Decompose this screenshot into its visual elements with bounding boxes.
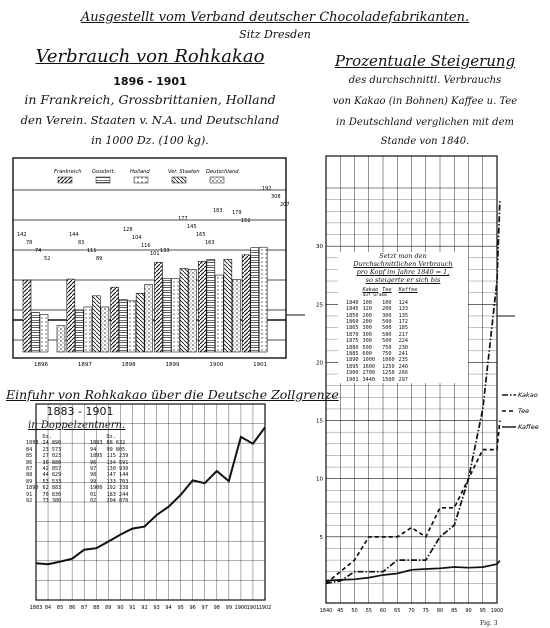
import-chart-tick-label: 92 [141, 605, 148, 611]
import-chart-years: 1883 - 1901 [46, 405, 114, 418]
table-cell: 73 380 [42, 498, 62, 505]
table-cell: 135 [398, 312, 408, 319]
percent-table-head-kakao: Kakao [362, 287, 379, 293]
table-cell: 580 [382, 331, 392, 338]
percent-chart-line2: des durchschnittl. Verbrauchs [348, 75, 502, 86]
import-chart-tick-label: 89 [105, 605, 112, 611]
import-chart-tick-label: 99 [225, 605, 233, 611]
import-chart-tick-label: 91 [129, 605, 136, 611]
bar-chart-countries-1: in Frankreich, Grossbrittanien, Holland [24, 92, 276, 107]
legend-label: Gossbrit. [92, 169, 116, 175]
table-cell: 99 [90, 478, 97, 485]
table-cell: 1883 [26, 440, 39, 447]
table-cell: 200 [362, 312, 372, 319]
bar-data-label: 207 [280, 202, 290, 208]
table-cell: 200 [362, 319, 372, 326]
import-chart-tick-label: 86 [68, 605, 76, 611]
table-cell: 86 [26, 459, 33, 466]
table-cell: 1850 [346, 312, 359, 319]
table-cell: 500 [382, 325, 392, 332]
table-cell: 94 [90, 446, 97, 453]
table-cell: 88 [26, 472, 33, 479]
table-cell: 147 144 [106, 472, 129, 479]
table-cell: 23 573 [42, 446, 62, 453]
table-cell: 1860 [346, 319, 359, 326]
bar-data-label: 152 [241, 218, 251, 224]
table-cell: 27 023 [42, 453, 62, 460]
bar-chart-tick-label: 1900 [209, 362, 224, 368]
bar-data-label: 89 [96, 256, 103, 262]
percent-chart-x-tick: 60 [379, 608, 387, 614]
percent-chart-y-tick: 30 [316, 244, 323, 251]
table-cell: 99 805 [106, 446, 126, 453]
table-cell: 192 338 [106, 485, 129, 492]
percent-chart-x-tick: 75 [422, 608, 429, 614]
table-cell: 88 632 [106, 440, 126, 447]
import-chart-tick-label: 87 [81, 605, 88, 611]
table-cell: 1000 [382, 357, 395, 364]
table-cell: 500 [362, 344, 372, 351]
table-cell: 1875 [346, 338, 359, 345]
legend-label: Frankreich [54, 169, 82, 175]
bar-data-label: 101 [150, 251, 160, 257]
import-table-head: Dz. [42, 434, 52, 440]
table-cell: 1890 [26, 485, 39, 492]
bar-chart-title: Verbrauch von Rohkakao [35, 46, 265, 67]
bar-data-label: 163 [205, 240, 215, 246]
percent-chart-legend [502, 391, 539, 431]
percent-table-head-tee: Tee [382, 287, 392, 293]
bar-chart-tick-label: 1898 [121, 362, 136, 368]
percent-chart-x-tick: 90 [465, 608, 472, 614]
import-table-head: Dz. [106, 434, 116, 440]
percent-chart-x-tick: 85 [451, 608, 458, 614]
legend-label: Ver. Staaten [168, 169, 200, 175]
table-cell: 44 829 [42, 472, 62, 479]
bar-data-label: 308 [271, 194, 281, 200]
table-cell: 98 [90, 472, 97, 479]
percent-chart-x-tick: 50 [351, 608, 358, 614]
table-cell: 1840 [346, 299, 359, 306]
table-cell: 100 [362, 299, 372, 306]
table-cell: 750 [382, 351, 392, 358]
bar-data-label: 133 [160, 248, 170, 254]
percent-chart-y-tick: 20 [316, 360, 323, 367]
import-chart-tick-label: 85 [56, 605, 64, 611]
bar-data-label: 177 [178, 216, 188, 222]
table-cell: 96 [90, 459, 97, 466]
table-cell: 91 [26, 491, 33, 498]
table-cell: 600 [362, 351, 372, 358]
table-cell: 92 [26, 498, 33, 505]
percent-note-box [338, 252, 468, 383]
bar-data-label: 142 [17, 232, 27, 238]
table-cell: 224 [398, 338, 408, 345]
table-cell: 266 [398, 370, 408, 377]
table-cell: 750 [382, 344, 392, 351]
table-cell: 300 [382, 312, 392, 319]
table-cell: 2700 [362, 370, 375, 377]
table-cell: 1865 [346, 325, 359, 332]
bar-data-label: 192 [262, 186, 272, 192]
table-cell: 130 930 [106, 466, 129, 473]
legend-label: Holland [130, 169, 150, 175]
table-cell: 02 [90, 498, 97, 505]
legend-label: Deutschland [206, 169, 239, 175]
table-cell: 217 [398, 331, 408, 338]
table-cell: 241 [398, 351, 408, 358]
table-cell: 297 [398, 376, 408, 383]
bar-data-label: 83 [78, 240, 85, 246]
bar-chart-countries-2: den Verein. Staaten v. N.A. und Deutschland [20, 113, 280, 127]
table-cell: 300 [362, 338, 372, 345]
table-cell: 235 [398, 357, 408, 364]
import-chart-tick-label: 84 [44, 605, 52, 611]
bar-data-label: 104 [132, 235, 142, 241]
table-cell: 1880 [346, 344, 359, 351]
table-cell: 300 [362, 331, 372, 338]
percent-note-4: so steigerte er sich bis [365, 276, 441, 284]
table-cell: 1845 [346, 306, 359, 313]
bar-chart-unit: in 1000 Dz. (100 kg). [91, 134, 209, 147]
percent-series-line [326, 561, 500, 581]
legend-label: Kaffee [518, 423, 539, 431]
import-chart-tick-label: 88 [93, 605, 100, 611]
bar-chart-tick-label: 1896 [34, 362, 48, 368]
table-cell: 3440 [362, 376, 375, 383]
percent-chart-line5: Stande von 1840. [380, 136, 470, 147]
percent-chart-x-tick: 80 [436, 608, 444, 614]
table-cell: 87 [26, 466, 33, 473]
percent-chart-y-tick: 15 [316, 418, 323, 425]
percent-note-1: Setzt man den [379, 252, 427, 260]
table-cell: 500 [382, 319, 392, 326]
table-cell: 133 [398, 306, 408, 313]
table-cell: 1890 [346, 357, 359, 364]
table-cell: 1900 [90, 485, 103, 492]
table-cell: 70 830 [42, 491, 62, 498]
percent-table-row [344, 377, 419, 383]
percent-chart-x-tick: 95 [479, 608, 486, 614]
table-cell: 62 883 [42, 485, 62, 492]
table-cell: 240 [398, 363, 408, 370]
table-cell: 1870 [346, 331, 359, 338]
table-cell: 100 [382, 299, 392, 306]
percent-table-subhead: auf Gramm [362, 293, 387, 299]
import-chart-tick-label: 1902 [258, 605, 272, 611]
bar-chart-years: 1896 - 1901 [113, 75, 187, 88]
table-cell: 500 [382, 338, 392, 345]
table-cell: 1600 [362, 363, 375, 370]
table-cell: 24 890 [42, 440, 62, 447]
table-cell: 1901 [346, 376, 359, 383]
table-cell: 185 [398, 325, 408, 332]
figure-label: Fig. 3 [480, 620, 498, 627]
bar-chart-tick-label: 1899 [165, 362, 180, 368]
table-cell: 1893 [90, 440, 103, 447]
bar-data-label: 183 [213, 208, 223, 214]
table-cell: 134 591 [106, 459, 129, 466]
bar-data-label: 78 [26, 240, 33, 246]
table-cell: 120 [362, 306, 372, 313]
percent-chart-y-tick: 5 [319, 534, 323, 541]
percent-note-3: pro Kopf im Jahre 1840 = 1, [356, 268, 450, 276]
bar-data-label: 52 [44, 256, 51, 262]
table-cell: 42 857 [42, 466, 62, 473]
table-cell: 01 [90, 491, 97, 498]
table-cell: 85 [26, 453, 33, 460]
import-chart-tick-label: 90 [117, 605, 124, 611]
bar-data-label: 165 [196, 232, 206, 238]
percent-chart-x-tick: 45 [337, 608, 344, 614]
bar-data-label: 74 [35, 248, 42, 254]
bar-chart-tick-label: 1897 [77, 362, 92, 368]
percent-note-2: Durchschnittlichen Verbrauch [353, 260, 453, 268]
bar-data-label: 111 [87, 248, 97, 254]
table-cell: 183 244 [106, 491, 129, 498]
import-chart-unit: in Doppelzentnern. [28, 420, 126, 431]
percent-chart-plot [316, 156, 539, 614]
table-cell: 1500 [382, 376, 395, 383]
bar-data-label: 144 [69, 232, 79, 238]
table-cell: 124 [398, 299, 408, 306]
percent-chart-title: Prozentuale Steigerung [334, 52, 516, 70]
import-chart-tick-label: 95 [177, 605, 184, 611]
table-cell: 1895 [346, 363, 359, 370]
bar-data-label: 128 [123, 227, 133, 233]
import-chart-tick-label: 1901 [246, 605, 260, 611]
import-chart-tick-label: 1883 [29, 605, 43, 611]
import-chart-tick-label: 96 [189, 605, 196, 611]
table-cell: 84 [26, 446, 33, 453]
percent-chart-x-tick: 65 [394, 608, 401, 614]
percent-chart-x-tick: 1840 [319, 608, 333, 614]
table-cell: 230 [398, 344, 408, 351]
percent-chart-x-tick: 70 [408, 608, 415, 614]
bar-data-label: 116 [141, 243, 151, 249]
import-chart-tick-label: 94 [165, 605, 172, 611]
percent-chart-line4: in Deutschland verglichen mit dem [336, 117, 514, 128]
import-chart-tick-label: 97 [201, 605, 208, 611]
import-chart-tick-label: 93 [153, 605, 160, 611]
table-cell: 1895 [90, 453, 103, 460]
table-cell: 204 870 [106, 498, 129, 505]
table-cell: 300 [362, 325, 372, 332]
table-cell: 53 533 [42, 478, 62, 485]
percent-chart-y-tick: 10 [316, 476, 323, 483]
table-cell: 115 239 [106, 453, 129, 460]
bar-data-label: 179 [232, 210, 242, 216]
table-cell: 133 703 [106, 478, 129, 485]
percent-chart-y-tick: 25 [316, 302, 323, 309]
import-chart-tick-label: 98 [213, 605, 220, 611]
exhibit-location: Sitz Dresden [239, 28, 311, 41]
table-cell: 1885 [346, 351, 359, 358]
table-cell: 1000 [362, 357, 375, 364]
percent-chart-line3: von Kakao (in Bohnen) Kaffee u. Tee [332, 96, 518, 107]
table-cell: 97 [90, 466, 97, 473]
table-cell: 1250 [382, 363, 395, 370]
table-cell: 1250 [382, 370, 395, 377]
percent-table-head-kaffee: Kaffee [398, 287, 418, 293]
table-cell: 200 [382, 306, 392, 313]
import-chart-title: Einfuhr von Rohkakao über die Deutsche Zollgrenze [6, 387, 339, 402]
percent-chart-x-tick: 55 [365, 608, 372, 614]
table-cell: 30 880 [42, 459, 62, 466]
bar-data-label: 145 [187, 224, 197, 230]
legend-label: Tee [518, 407, 530, 415]
import-chart-tick-label: 1900 [234, 605, 248, 611]
table-cell: 1900 [346, 370, 359, 377]
table-cell: 172 [398, 319, 408, 326]
exhibit-header: Ausgestellt vom Verband deutscher Chocoladefabrikanten. [80, 10, 470, 25]
bar-chart-tick-label: 1901 [253, 362, 268, 368]
legend-label: Kakao [518, 391, 538, 399]
percent-chart-x-tick: 1900 [490, 608, 504, 614]
table-cell: 89 [26, 478, 33, 485]
